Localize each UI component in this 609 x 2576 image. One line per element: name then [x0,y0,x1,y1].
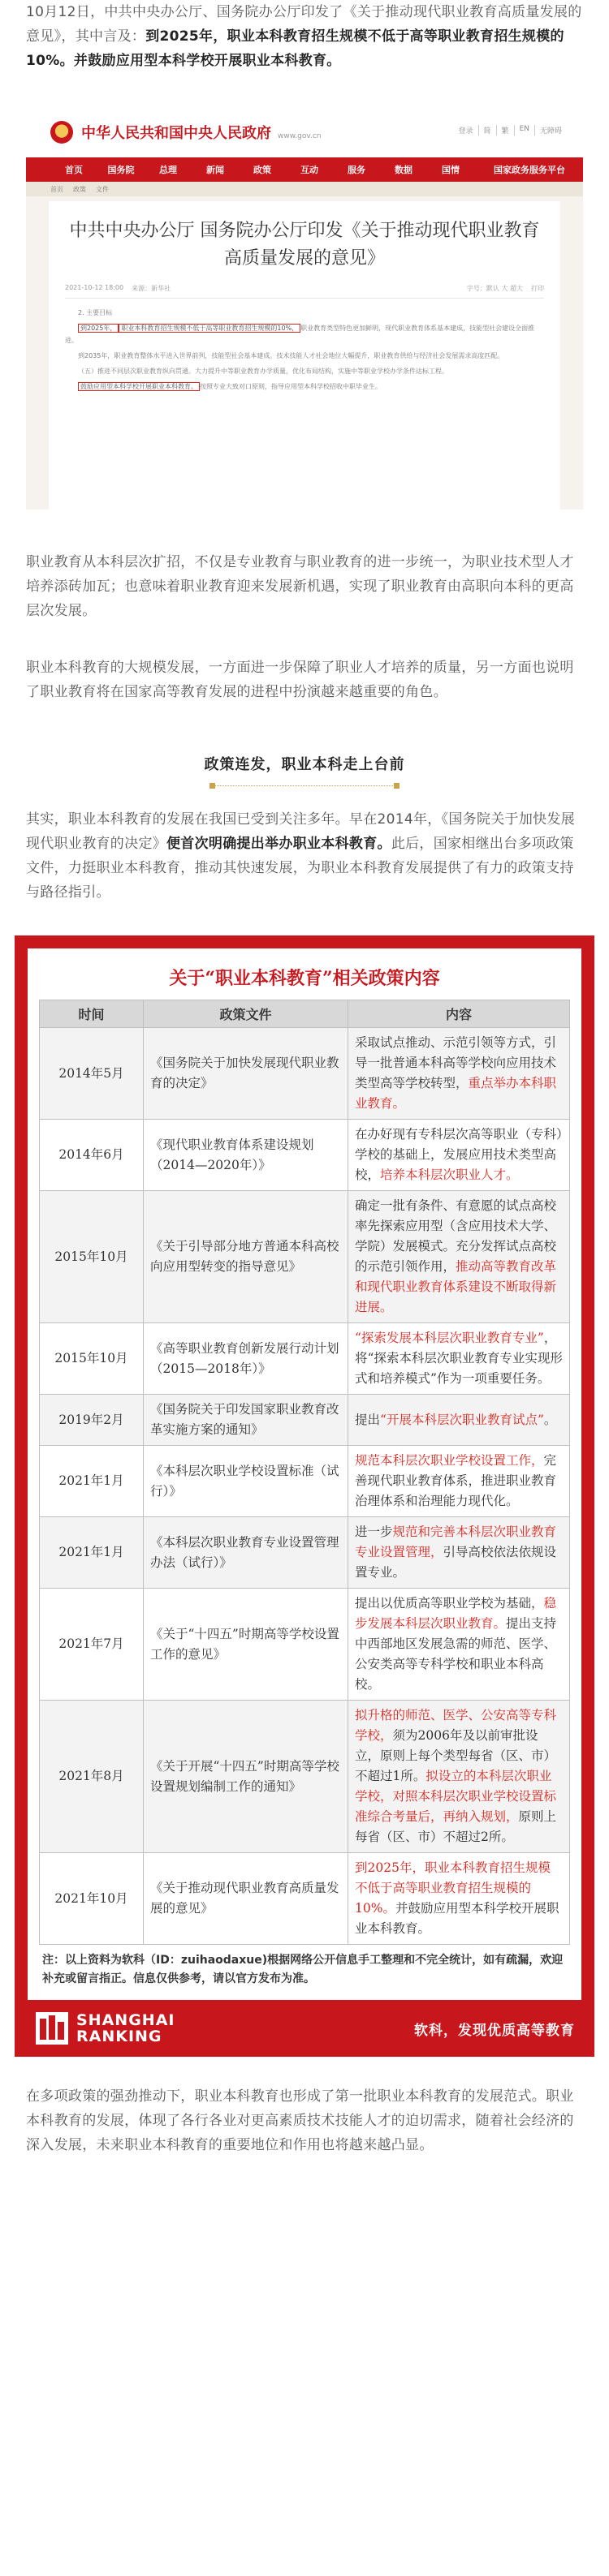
gov-doc-title: 中共中央办公厅 国务院办公厅印发《关于推动现代职业教育高质量发展的意见》 [69,221,540,269]
table-row [40,1395,570,1446]
policy-content-cell [348,1191,570,1323]
policy-document-cell: 《现代职业教育体系建设规划（2014—2020年）》 [144,1120,348,1191]
body-paragraph-3 [0,807,609,905]
policy-time-cell: 2021年8月 [40,1701,144,1853]
gov-doc-font-size: 字号：默认 大 超大 [466,285,523,292]
policy-title: 关于“职业本科教育”相关政策内容 [169,968,440,989]
table-row [40,1028,570,1120]
policy-footnote: 注：以上资料为软科（ID：zuihaodaxue)根据网络公开信息手工整理和不完全统计，如有疏漏，欢迎补充或留言指正。信息仅供参考，请以官方发布为准。 [42,1954,564,1985]
gov-doc-print: 打印 [531,285,544,292]
policy-footer [28,2000,581,2057]
intro-paragraph [0,0,609,73]
brand-line-1: SHANGHAI [76,2011,175,2029]
para3-bold: 便首次明确提出举办职业本科教育。 [166,836,391,852]
divider-dot-icon [209,783,215,789]
policy-highlight-text: 规范和完善本科层次职业教育专业设置管理， [355,1525,557,1559]
policy-content-text: 。 [543,1412,557,1427]
policy-content-text: 原则上每省（区、市）不超过2所。 [355,1809,557,1844]
policy-content-cell [348,1701,570,1853]
policy-content-text: 并鼓励应用型本科学校开展职业本科教育。 [355,1901,559,1936]
breadcrumb-item: 首页 [50,185,63,193]
gov-doc-meta [65,284,544,299]
gov-nav-item: 国务院 [107,165,135,175]
policy-time-cell: 2021年7月 [40,1589,144,1701]
policy-content-text: 提出以优质高等职业学校为基础， [355,1596,544,1611]
gov-site-title: 中华人民共和国中央人民政府 [81,125,271,142]
gov-site-url: www.gov.cn [278,132,322,140]
policy-highlight-text: 培养本科层次职业人才。 [380,1168,519,1182]
policy-highlight-text: 推动高等教育改革和现代职业教育体系建设不断取得新进展。 [355,1259,557,1314]
policy-time-cell: 2019年2月 [40,1395,144,1446]
column-header: 政策文件 [144,1000,348,1028]
gov-screenshot-image [26,107,583,510]
gov-document [49,201,560,510]
policy-card-body [28,948,581,2000]
policy-content-cell [348,1517,570,1589]
gov-header [26,107,583,157]
policy-time-cell: 2021年10月 [40,1853,144,1945]
gov-tool-item: EN [514,125,529,135]
gov-nav-item: 服务 [348,165,365,175]
body-paragraph-1: 职业教育从本科层次扩招，不仅是专业教育与职业教育的进一步统一，为职业技术型人才培养添砖加瓦；也意味着职业教育迎来发展新机遇，实现了职业教育由高职向本科的更高层次发展。 [26,554,574,619]
breadcrumb-item: 文件 [96,185,109,193]
shanghai-ranking-logo [36,2012,175,2045]
gov-nav-item: 国情 [442,165,460,175]
policy-card [15,935,594,2057]
gov-doc-body [65,307,544,393]
table-row [40,1853,570,1945]
divider-line [211,785,398,786]
gov-doc-text: 职业教育类型特色更加鲜明，现代职业教育体系基本建成，技能型社会建设全面推进。 [65,325,535,344]
policy-document-cell: 《关于推动现代职业教育高质量发展的意见》 [144,1853,348,1945]
policy-content-cell [348,1323,570,1395]
brand-slogan: 软科，发现优质高等教育 [414,2022,575,2039]
gov-nav-item: 数据 [395,165,412,175]
policy-content-text: 进一步 [355,1525,393,1539]
gov-doc-section-heading: 2. 主要目标 [78,309,113,316]
column-header: 时间 [40,1000,144,1028]
policy-content-text: 提出 [355,1412,381,1427]
gov-toolbar [459,125,562,135]
gov-doc-paragraph [65,322,544,346]
body-paragraph-2: 职业本科教育的大规模发展，一方面进一步保障了职业人才培养的质量，另一方面也说明了职业教育将在国家高等教育发展的进程中扮演越来越重要的角色。 [26,660,574,700]
table-header-row [40,1000,570,1028]
policy-time-cell: 2015年10月 [40,1191,144,1323]
gov-nav-item: 互动 [300,165,318,175]
gov-nav-item: 首页 [65,165,83,175]
divider-dot-icon [394,783,400,789]
column-header: 内容 [348,1000,570,1028]
gov-doc-highlight-box: 到2025年， [78,324,119,333]
gov-nav-item-platform: 国家政务服务平台 [494,165,565,175]
gov-nav-item: 政策 [253,165,271,175]
gov-nav-item: 新闻 [206,165,224,175]
gov-doc-date: 2021-10-12 18:00 [65,284,124,291]
policy-highlight-text: 拟升格的师范、医学、公安高等专科学校， [355,1708,557,1743]
policy-content-cell [348,1853,570,1945]
policy-highlight-text: “探索发展本科层次职业教育专业” [355,1331,544,1345]
shanghai-ranking-mark-icon [36,2012,68,2045]
table-row [40,1120,570,1191]
policy-content-cell [348,1120,570,1191]
policy-document-cell: 《高等职业教育创新发展行动计划（2015—2018年）》 [144,1323,348,1395]
gov-nav-item: 总理 [159,165,177,175]
gov-nav-bar [26,157,583,182]
gov-breadcrumb [26,182,583,196]
policy-content-cell [348,1395,570,1446]
policy-content-text: 在办好现有专科层次高等职业（专科）学校的基础上，发展应用技术类型高校， [355,1127,563,1182]
policy-table [39,1000,570,1945]
policy-document-cell: 《关于引导部分地方普通本科高校向应用型转变的指导意见》 [144,1191,348,1323]
gov-tool-item: 繁 [496,125,509,135]
policy-highlight-text: “开展本科层次职业教育试点” [380,1412,544,1427]
policy-highlight-text: 规范本科层次职业学校设置工作， [355,1453,544,1468]
policy-content-text: 完善现代职业教育体系，推进职业教育治理体系和治理能力现代化。 [355,1453,557,1508]
policy-content-text: 采取试点推动、示范引领等方式，引导一批普通本科高等学校向应用技术类型高等学校转型， [355,1035,557,1090]
policy-document-cell: 《本科层次职业学校设置标准（试行）》 [144,1446,348,1517]
para3-text: 其实，职业本科教育的发展在我国已受到关注多年。早在2014年，《国务院关于加快发展现代职业教育的决定》 [26,811,576,852]
policy-highlight-text: 到2025年，职业本科教育招生规模不低于高等职业教育招生规模的10%。 [355,1860,551,1916]
table-row [40,1323,570,1395]
gov-tool-item: 简 [478,125,491,135]
policy-time-cell: 2014年6月 [40,1120,144,1191]
table-row [40,1517,570,1589]
policy-content-text: 引导高校依法依规设置专业。 [355,1545,557,1580]
policy-time-cell: 2014年5月 [40,1028,144,1120]
gov-tool-item: 无障碍 [534,125,562,135]
policy-time-cell: 2015年10月 [40,1323,144,1395]
policy-content-cell [348,1028,570,1120]
intro-text: 10月12日，中共中央办公厅、国务院办公厅印发了《关于推动现代职业教育高质量发展的意见》，其中言及： [26,4,582,45]
gov-doc-highlight-box: 职业本科教育招生规模不低于高等职业教育招生规模的10%， [119,324,300,333]
policy-content-text: 提出支持中西部地区发展急需的师范、医学、公安类高等专科学校和职业本科高校。 [355,1616,557,1692]
gov-doc-paragraph [65,381,544,393]
policy-content-cell [348,1446,570,1517]
gov-doc-highlight-box: 鼓励应用型本科学校开展职业本科教育。 [78,382,200,391]
table-row [40,1589,570,1701]
policy-document-cell: 《关于“十四五”时期高等学校设置工作的意见》 [144,1589,348,1701]
policy-highlight-text: 拟设立的本科层次职业学校，对照本科层次职业学校设置标准综合考量后，再纳入规划， [355,1769,557,1824]
breadcrumb-item: 政策 [73,185,86,193]
section-title: 政策连发，职业本科走上台前 [204,756,405,773]
gov-doc-text: 按照专业大致对口原则，指导应用型本科学校招收中职毕业生。 [200,383,382,390]
policy-content-text: ，将“探索本科层次职业教育专业实现形式和培养模式”作为一项重要任务。 [355,1331,563,1386]
policy-document-cell: 《本科层次职业教育专业设置管理办法（试行）》 [144,1517,348,1589]
table-row [40,1701,570,1853]
body-paragraph-4: 在多项政策的强劲推动下，职业本科教育也形成了第一批职业本科教育的发展范式。职业本科教育的发展，体现了各行各业对更高素质技术技能人才的迫切需求，随着社会经济的深入发展，未来职业本科教育的重要地位和作用也将越来越凸显。 [26,2088,574,2153]
gov-tool-item: 登录 [458,127,473,135]
policy-highlight-text: 稳步发展本科层次职业教育。 [355,1596,557,1631]
policy-time-cell: 2021年1月 [40,1446,144,1517]
shanghai-ranking-wordmark [76,2012,175,2045]
gov-doc-source: 来源：新华社 [132,285,171,292]
intro-bold-text: 到2025年，职业本科教育招生规模不低于高等职业教育招生规模的10%。并鼓励应用型本科学校开展职业本科教育。 [26,28,564,69]
policy-document-cell: 《国务院关于加快发展现代职业教育的决定》 [144,1028,348,1120]
policy-content-cell [348,1589,570,1701]
national-emblem-icon [50,121,73,144]
brand-line-2: RANKING [76,2028,162,2045]
table-row [40,1191,570,1323]
policy-document-cell: 《国务院关于印发国家职业教育改革实施方案的通知》 [144,1395,348,1446]
policy-highlight-text: 重点举办本科职业教育。 [355,1076,557,1111]
gov-doc-paragraph: 到2035年，职业教育整体水平进入世界前列，技能型社会基本建成。技术技能人才社会地位大幅提升，职业教育供给与经济社会发展需求高度匹配。 [78,352,504,359]
policy-content-text: 须为2006年及以前审批设立，原则上每个类型每省（区、市）不超过1所。 [355,1728,557,1783]
gov-doc-paragraph: （五）推进不同层次职业教育纵向贯通。大力提升中等职业教育办学质量，优化布局结构，实施中等职业学校办学条件达标工程。 [78,368,448,375]
policy-time-cell: 2021年1月 [40,1517,144,1589]
policy-document-cell: 《关于开展“十四五”时期高等学校设置规划编制工作的通知》 [144,1701,348,1853]
table-row [40,1446,570,1517]
policy-content-text: 确定一批有条件、有意愿的试点高校率先探索应用型（含应用技术大学、学院）发展模式。充分发挥试点高校的示范引领作用， [355,1198,557,1274]
section-divider [0,753,609,786]
para3-text-2: 此后，国家相继出台多项政策文件，力挺职业本科教育，推动其快速发展，为职业本科教育发展提供了有力的政策支持与路径指引。 [26,836,574,901]
